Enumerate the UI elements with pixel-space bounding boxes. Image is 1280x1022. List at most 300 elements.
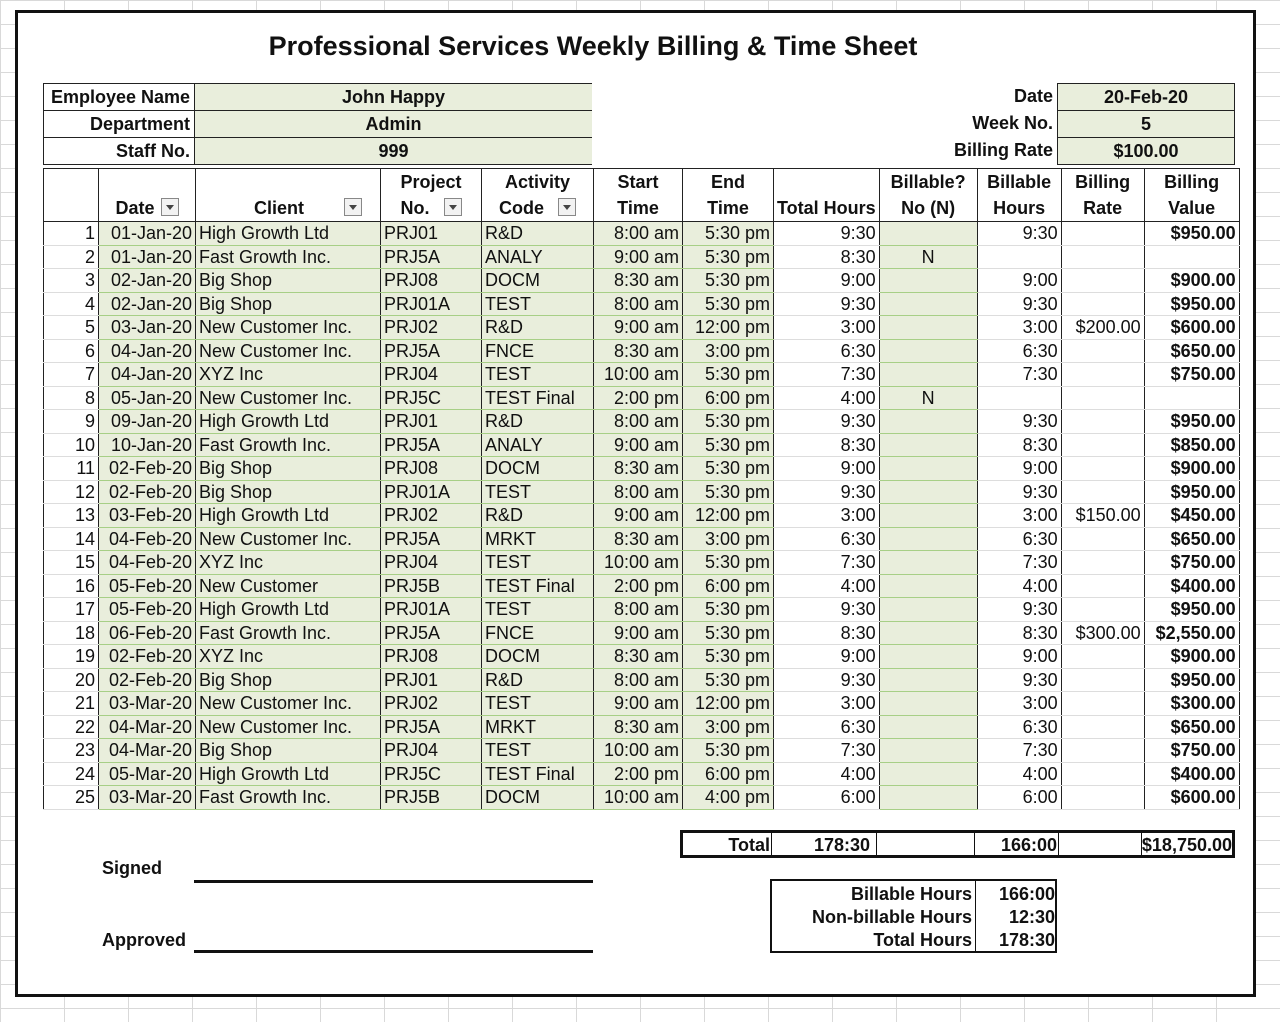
start-time-cell[interactable]: 9:00 am <box>594 316 683 340</box>
start-time-cell[interactable]: 9:00 am <box>594 433 683 457</box>
total-hours-cell[interactable]: 6:30 <box>774 527 880 551</box>
billing-rate-cell[interactable]: $300.00 <box>1061 621 1144 645</box>
start-time-cell[interactable]: 8:30 am <box>594 339 683 363</box>
end-time-cell[interactable]: 5:30 pm <box>683 410 774 434</box>
billing-value-cell[interactable] <box>1144 245 1239 269</box>
total-hours-cell[interactable]: 6:30 <box>774 715 880 739</box>
billable-hours-cell[interactable]: 9:00 <box>977 645 1061 669</box>
start-time-cell[interactable]: 8:00 am <box>594 292 683 316</box>
billable-hours-cell[interactable]: 9:30 <box>977 668 1061 692</box>
client-cell[interactable]: New Customer Inc. <box>196 692 381 716</box>
billing-rate-cell[interactable] <box>1061 457 1144 481</box>
date-cell[interactable]: 02-Feb-20 <box>99 645 196 669</box>
client-cell[interactable]: XYZ Inc <box>196 551 381 575</box>
activity-code-cell[interactable]: TEST <box>482 692 594 716</box>
start-time-cell[interactable]: 8:00 am <box>594 598 683 622</box>
activity-code-cell[interactable]: ANALY <box>482 433 594 457</box>
billing-rate-cell[interactable]: $150.00 <box>1061 504 1144 528</box>
project-no-cell[interactable]: PRJ01 <box>381 668 482 692</box>
client-cell[interactable]: New Customer <box>196 574 381 598</box>
date-cell[interactable]: 03-Mar-20 <box>99 786 196 810</box>
billing-rate-cell[interactable] <box>1061 363 1144 387</box>
billable-flag-cell[interactable] <box>879 668 977 692</box>
end-time-cell[interactable]: 5:30 pm <box>683 245 774 269</box>
total-hours-cell[interactable]: 8:30 <box>774 621 880 645</box>
billable-flag-cell[interactable] <box>879 762 977 786</box>
project-no-cell[interactable]: PRJ08 <box>381 645 482 669</box>
end-time-cell[interactable]: 6:00 pm <box>683 762 774 786</box>
billable-hours-cell[interactable]: 9:30 <box>977 292 1061 316</box>
billable-flag-cell[interactable] <box>879 433 977 457</box>
billing-value-cell[interactable]: $950.00 <box>1144 480 1239 504</box>
billing-value-cell[interactable]: $950.00 <box>1144 410 1239 434</box>
billing-value-cell[interactable]: $950.00 <box>1144 668 1239 692</box>
billable-hours-cell[interactable]: 9:00 <box>977 269 1061 293</box>
row-number-cell: 21 <box>44 692 99 716</box>
billable-flag-cell[interactable] <box>879 480 977 504</box>
end-time-cell[interactable]: 5:30 pm <box>683 222 774 246</box>
total-hours-cell[interactable]: 3:00 <box>774 316 880 340</box>
table-row <box>44 762 1240 786</box>
client-cell[interactable]: New Customer Inc. <box>196 715 381 739</box>
date-cell[interactable]: 01-Jan-20 <box>99 245 196 269</box>
start-time-cell[interactable]: 8:30 am <box>594 269 683 293</box>
client-cell[interactable]: Big Shop <box>196 457 381 481</box>
project-no-cell[interactable]: PRJ01A <box>381 480 482 504</box>
billing-value-cell[interactable]: $300.00 <box>1144 692 1239 716</box>
total-hours-cell[interactable]: 9:30 <box>774 480 880 504</box>
date-cell[interactable]: 05-Feb-20 <box>99 598 196 622</box>
end-time-cell[interactable]: 5:30 pm <box>683 739 774 763</box>
activity-code-cell[interactable]: DOCM <box>482 645 594 669</box>
total-hours-cell[interactable]: 7:30 <box>774 739 880 763</box>
start-time-cell[interactable]: 8:30 am <box>594 457 683 481</box>
client-cell[interactable]: Fast Growth Inc. <box>196 433 381 457</box>
date-cell[interactable]: 09-Jan-20 <box>99 410 196 434</box>
activity-code-cell[interactable]: FNCE <box>482 621 594 645</box>
billing-rate-cell[interactable] <box>1061 480 1144 504</box>
project-no-cell[interactable]: PRJ5C <box>381 762 482 786</box>
end-time-cell[interactable]: 5:30 pm <box>683 363 774 387</box>
total-hours-cell[interactable]: 9:00 <box>774 269 880 293</box>
activity-code-cell[interactable]: TEST <box>482 292 594 316</box>
project-no-cell[interactable]: PRJ08 <box>381 269 482 293</box>
billing-rate-cell[interactable] <box>1061 692 1144 716</box>
billable-flag-cell[interactable] <box>879 363 977 387</box>
client-cell[interactable]: XYZ Inc <box>196 645 381 669</box>
total-hours-cell[interactable]: 9:30 <box>774 222 880 246</box>
client-cell[interactable]: Big Shop <box>196 739 381 763</box>
client-cell[interactable]: New Customer Inc. <box>196 527 381 551</box>
billing-value-cell[interactable]: $750.00 <box>1144 363 1239 387</box>
end-time-cell[interactable]: 3:00 pm <box>683 715 774 739</box>
client-cell[interactable]: New Customer Inc. <box>196 339 381 363</box>
activity-code-cell[interactable]: TEST Final <box>482 574 594 598</box>
project-no-cell[interactable]: PRJ5B <box>381 786 482 810</box>
project-no-cell[interactable]: PRJ01A <box>381 598 482 622</box>
summary-nonbillable-label: Non-billable Hours <box>811 907 972 927</box>
start-time-cell[interactable]: 9:00 am <box>594 621 683 645</box>
billing-rate-cell[interactable] <box>1061 668 1144 692</box>
billing-value-cell[interactable]: $950.00 <box>1144 292 1239 316</box>
billing-value-cell[interactable]: $750.00 <box>1144 551 1239 575</box>
client-cell[interactable]: XYZ Inc <box>196 363 381 387</box>
end-time-cell[interactable]: 5:30 pm <box>683 269 774 293</box>
billing-rate-field[interactable]: $100.00 <box>1057 137 1235 165</box>
billing-rate-cell[interactable] <box>1061 574 1144 598</box>
date-cell[interactable]: 04-Jan-20 <box>99 363 196 387</box>
billing-value-cell[interactable]: $400.00 <box>1144 762 1239 786</box>
client-cell[interactable]: Big Shop <box>196 269 381 293</box>
billing-rate-cell[interactable] <box>1061 245 1144 269</box>
project-no-cell[interactable]: PRJ04 <box>381 739 482 763</box>
billable-flag-cell[interactable] <box>879 739 977 763</box>
billing-value-cell[interactable]: $650.00 <box>1144 339 1239 363</box>
project-no-cell[interactable]: PRJ5A <box>381 715 482 739</box>
billing-value-cell[interactable]: $650.00 <box>1144 527 1239 551</box>
total-hours-cell[interactable]: 8:30 <box>774 433 880 457</box>
approved-line[interactable] <box>194 950 593 953</box>
billable-flag-cell[interactable] <box>879 527 977 551</box>
activity-code-cell[interactable]: TEST <box>482 551 594 575</box>
billing-rate-cell[interactable] <box>1061 551 1144 575</box>
project-no-cell[interactable]: PRJ5A <box>381 527 482 551</box>
total-hours-cell[interactable]: 7:30 <box>774 551 880 575</box>
billable-flag-cell[interactable]: N <box>879 245 977 269</box>
billing-rate-cell[interactable] <box>1061 222 1144 246</box>
date-cell[interactable]: 02-Feb-20 <box>99 668 196 692</box>
activity-code-cell[interactable]: R&D <box>482 504 594 528</box>
total-hours-cell[interactable]: 7:30 <box>774 363 880 387</box>
project-no-cell[interactable]: PRJ02 <box>381 316 482 340</box>
billable-hours-cell[interactable] <box>977 245 1061 269</box>
billing-value-cell[interactable]: $650.00 <box>1144 715 1239 739</box>
client-cell[interactable]: Fast Growth Inc. <box>196 621 381 645</box>
start-time-cell[interactable]: 9:00 am <box>594 504 683 528</box>
billing-rate-cell[interactable]: $200.00 <box>1061 316 1144 340</box>
billable-hours-cell[interactable]: 9:00 <box>977 457 1061 481</box>
billable-flag-cell[interactable] <box>879 316 977 340</box>
client-cell[interactable]: High Growth Ltd <box>196 504 381 528</box>
filter-dropdown-icon[interactable] <box>344 198 362 216</box>
start-time-cell[interactable]: 9:00 am <box>594 245 683 269</box>
billable-flag-cell[interactable]: N <box>879 386 977 410</box>
end-time-cell[interactable]: 5:30 pm <box>683 292 774 316</box>
client-cell[interactable]: New Customer Inc. <box>196 386 381 410</box>
billable-hours-cell[interactable]: 6:30 <box>977 527 1061 551</box>
activity-code-cell[interactable]: TEST <box>482 363 594 387</box>
billable-hours-cell[interactable]: 3:00 <box>977 504 1061 528</box>
billable-hours-cell[interactable]: 9:30 <box>977 410 1061 434</box>
billing-value-cell[interactable]: $400.00 <box>1144 574 1239 598</box>
row-number-cell: 25 <box>44 786 99 810</box>
project-no-cell[interactable]: PRJ5C <box>381 386 482 410</box>
start-time-cell[interactable]: 10:00 am <box>594 786 683 810</box>
activity-code-cell[interactable]: TEST <box>482 739 594 763</box>
billable-flag-cell[interactable] <box>879 222 977 246</box>
project-no-cell[interactable]: PRJ5A <box>381 339 482 363</box>
total-hours-cell[interactable]: 3:00 <box>774 504 880 528</box>
client-cell[interactable]: High Growth Ltd <box>196 222 381 246</box>
total-hours-cell[interactable]: 3:00 <box>774 692 880 716</box>
project-no-cell[interactable]: PRJ01 <box>381 222 482 246</box>
client-cell[interactable]: Fast Growth Inc. <box>196 786 381 810</box>
start-time-header: Start Time <box>594 169 683 222</box>
billable-flag-cell[interactable] <box>879 292 977 316</box>
project-no-cell[interactable]: PRJ08 <box>381 457 482 481</box>
activity-code-cell[interactable]: DOCM <box>482 457 594 481</box>
end-time-cell[interactable]: 5:30 pm <box>683 551 774 575</box>
start-time-cell[interactable]: 2:00 pm <box>594 762 683 786</box>
project-no-cell[interactable]: PRJ5A <box>381 621 482 645</box>
billable-hours-cell[interactable]: 6:30 <box>977 715 1061 739</box>
billable-flag-cell[interactable] <box>879 574 977 598</box>
start-time-cell[interactable]: 10:00 am <box>594 739 683 763</box>
end-time-cell[interactable]: 6:00 pm <box>683 386 774 410</box>
total-hours-cell[interactable]: 9:30 <box>774 410 880 434</box>
end-time-cell[interactable]: 5:30 pm <box>683 621 774 645</box>
signed-line[interactable] <box>194 880 593 883</box>
end-time-cell[interactable]: 5:30 pm <box>683 457 774 481</box>
end-time-cell[interactable]: 5:30 pm <box>683 645 774 669</box>
billable-hours-cell[interactable]: 3:00 <box>977 316 1061 340</box>
project-no-cell[interactable]: PRJ5A <box>381 245 482 269</box>
project-no-cell[interactable]: PRJ01A <box>381 292 482 316</box>
row-number-cell: 20 <box>44 668 99 692</box>
end-time-cell[interactable]: 5:30 pm <box>683 668 774 692</box>
start-time-cell[interactable]: 10:00 am <box>594 363 683 387</box>
filter-dropdown-icon[interactable] <box>444 198 462 216</box>
total-hours-cell[interactable]: 8:30 <box>774 245 880 269</box>
billable-flag-cell[interactable] <box>879 692 977 716</box>
date-cell[interactable]: 04-Feb-20 <box>99 551 196 575</box>
start-time-cell[interactable]: 2:00 pm <box>594 574 683 598</box>
billable-flag-cell[interactable] <box>879 504 977 528</box>
employee-name-field[interactable]: John Happy <box>194 83 593 111</box>
date-cell[interactable]: 04-Feb-20 <box>99 527 196 551</box>
billable-hours-cell[interactable]: 7:30 <box>977 739 1061 763</box>
activity-code-cell[interactable]: R&D <box>482 316 594 340</box>
billing-rate-cell[interactable] <box>1061 762 1144 786</box>
date-cell[interactable]: 03-Mar-20 <box>99 692 196 716</box>
billing-value-cell[interactable]: $600.00 <box>1144 786 1239 810</box>
project-no-cell[interactable]: PRJ04 <box>381 363 482 387</box>
total-hours-cell[interactable]: 9:00 <box>774 645 880 669</box>
billable-hours-cell[interactable]: 8:30 <box>977 621 1061 645</box>
client-cell[interactable]: Big Shop <box>196 292 381 316</box>
start-time-cell[interactable]: 8:00 am <box>594 222 683 246</box>
billing-rate-cell[interactable] <box>1061 598 1144 622</box>
end-time-cell[interactable]: 5:30 pm <box>683 480 774 504</box>
date-cell[interactable]: 02-Feb-20 <box>99 457 196 481</box>
end-time-cell[interactable]: 12:00 pm <box>683 504 774 528</box>
billable-hours-cell[interactable] <box>977 386 1061 410</box>
billing-rate-cell[interactable] <box>1061 786 1144 810</box>
total-hours-cell[interactable]: 9:00 <box>774 457 880 481</box>
billing-rate-cell[interactable] <box>1061 386 1144 410</box>
date-cell[interactable]: 04-Mar-20 <box>99 715 196 739</box>
end-time-cell[interactable]: 5:30 pm <box>683 598 774 622</box>
billable-hours-cell[interactable]: 4:00 <box>977 762 1061 786</box>
date-cell[interactable]: 05-Jan-20 <box>99 386 196 410</box>
billable-hours-cell[interactable]: 3:00 <box>977 692 1061 716</box>
billing-value-cell[interactable] <box>1144 386 1239 410</box>
date-cell[interactable]: 04-Jan-20 <box>99 339 196 363</box>
start-time-cell[interactable]: 8:00 am <box>594 668 683 692</box>
activity-code-cell[interactable]: R&D <box>482 410 594 434</box>
start-time-cell[interactable]: 10:00 am <box>594 551 683 575</box>
table-row <box>44 551 1240 575</box>
start-time-cell[interactable]: 8:00 am <box>594 480 683 504</box>
billing-value-cell[interactable]: $600.00 <box>1144 316 1239 340</box>
billable-hours-cell[interactable]: 4:00 <box>977 574 1061 598</box>
start-time-cell[interactable]: 9:00 am <box>594 692 683 716</box>
project-no-cell[interactable]: PRJ5A <box>381 433 482 457</box>
billable-flag-cell[interactable] <box>879 551 977 575</box>
activity-code-cell[interactable]: TEST <box>482 480 594 504</box>
billable-flag-cell[interactable] <box>879 410 977 434</box>
billing-rate-cell[interactable] <box>1061 739 1144 763</box>
project-no-cell[interactable]: PRJ04 <box>381 551 482 575</box>
billing-value-cell[interactable]: $900.00 <box>1144 645 1239 669</box>
activity-code-cell[interactable]: TEST <box>482 598 594 622</box>
billing-rate-cell[interactable] <box>1061 339 1144 363</box>
billable-flag-cell[interactable] <box>879 786 977 810</box>
week-no-field[interactable]: 5 <box>1057 110 1235 138</box>
billing-value-cell[interactable]: $950.00 <box>1144 222 1239 246</box>
client-cell[interactable]: Big Shop <box>196 480 381 504</box>
billable-hours-cell[interactable]: 7:30 <box>977 363 1061 387</box>
client-cell[interactable]: High Growth Ltd <box>196 762 381 786</box>
date-cell[interactable]: 05-Feb-20 <box>99 574 196 598</box>
department-field[interactable]: Admin <box>194 110 593 138</box>
billable-hours-cell[interactable]: 7:30 <box>977 551 1061 575</box>
billing-rate-label: Billing Rate <box>592 137 1058 165</box>
billable-hours-cell[interactable]: 6:00 <box>977 786 1061 810</box>
billing-value-cell[interactable]: $900.00 <box>1144 269 1239 293</box>
row-number-cell: 4 <box>44 292 99 316</box>
end-time-cell[interactable]: 6:00 pm <box>683 574 774 598</box>
billing-value-cell[interactable]: $900.00 <box>1144 457 1239 481</box>
activity-code-cell[interactable]: TEST Final <box>482 386 594 410</box>
total-hours-cell[interactable]: 9:30 <box>774 668 880 692</box>
billable-flag-cell[interactable] <box>879 339 977 363</box>
row-number-cell: 1 <box>44 222 99 246</box>
client-cell[interactable]: High Growth Ltd <box>196 410 381 434</box>
date-cell[interactable]: 01-Jan-20 <box>99 222 196 246</box>
date-cell[interactable]: 04-Mar-20 <box>99 739 196 763</box>
end-time-cell[interactable]: 5:30 pm <box>683 433 774 457</box>
table-row <box>44 574 1240 598</box>
activity-code-cell[interactable]: ANALY <box>482 245 594 269</box>
billable-hours-cell[interactable]: 9:30 <box>977 480 1061 504</box>
billable-flag-cell[interactable] <box>879 269 977 293</box>
billable-flag-cell[interactable] <box>879 645 977 669</box>
billing-rate-cell[interactable] <box>1061 292 1144 316</box>
date-cell[interactable]: 02-Jan-20 <box>99 292 196 316</box>
total-hours-cell[interactable]: 4:00 <box>774 386 880 410</box>
staff-no-field[interactable]: 999 <box>194 137 593 165</box>
billable-hours-cell[interactable]: 6:30 <box>977 339 1061 363</box>
end-time-cell[interactable]: 3:00 pm <box>683 339 774 363</box>
billable-flag-cell[interactable] <box>879 715 977 739</box>
sort-filter-icon[interactable] <box>161 198 179 216</box>
billing-rate-cell[interactable] <box>1061 269 1144 293</box>
total-hours-cell[interactable]: 9:30 <box>774 292 880 316</box>
activity-code-cell[interactable]: R&D <box>482 222 594 246</box>
start-time-cell[interactable]: 8:30 am <box>594 527 683 551</box>
billing-value-cell[interactable]: $850.00 <box>1144 433 1239 457</box>
total-hours-cell[interactable]: 6:30 <box>774 339 880 363</box>
total-hours-cell[interactable]: 9:30 <box>774 598 880 622</box>
billing-rate-cell[interactable] <box>1061 715 1144 739</box>
date-cell[interactable]: 06-Feb-20 <box>99 621 196 645</box>
billing-value-cell[interactable]: $950.00 <box>1144 598 1239 622</box>
activity-code-cell[interactable]: DOCM <box>482 786 594 810</box>
billable-flag-cell[interactable] <box>879 457 977 481</box>
date-cell[interactable]: 03-Feb-20 <box>99 504 196 528</box>
end-time-cell[interactable]: 3:00 pm <box>683 527 774 551</box>
total-hours-cell[interactable]: 4:00 <box>774 762 880 786</box>
billing-value-cell[interactable]: $450.00 <box>1144 504 1239 528</box>
billable-hours-cell[interactable]: 9:30 <box>977 222 1061 246</box>
filter-dropdown-icon[interactable] <box>558 198 576 216</box>
activity-code-cell[interactable]: R&D <box>482 668 594 692</box>
total-hours-cell[interactable]: 6:00 <box>774 786 880 810</box>
client-cell[interactable]: New Customer Inc. <box>196 316 381 340</box>
start-time-cell[interactable]: 8:00 am <box>594 410 683 434</box>
end-time-cell[interactable]: 4:00 pm <box>683 786 774 810</box>
start-time-cell[interactable]: 8:30 am <box>594 645 683 669</box>
summary-total-label: Total Hours <box>873 930 972 950</box>
date-cell[interactable]: 02-Jan-20 <box>99 269 196 293</box>
date-cell[interactable]: 10-Jan-20 <box>99 433 196 457</box>
start-time-cell[interactable]: 2:00 pm <box>594 386 683 410</box>
client-cell[interactable]: Big Shop <box>196 668 381 692</box>
activity-code-cell[interactable]: MRKT <box>482 527 594 551</box>
date-cell[interactable]: 05-Mar-20 <box>99 762 196 786</box>
billing-value-cell[interactable]: $750.00 <box>1144 739 1239 763</box>
project-no-cell[interactable]: PRJ02 <box>381 692 482 716</box>
billable-hours-cell[interactable]: 8:30 <box>977 433 1061 457</box>
billable-flag-cell[interactable] <box>879 598 977 622</box>
client-cell[interactable]: High Growth Ltd <box>196 598 381 622</box>
client-cell[interactable]: Fast Growth Inc. <box>196 245 381 269</box>
project-no-cell[interactable]: PRJ01 <box>381 410 482 434</box>
date-field[interactable]: 20-Feb-20 <box>1057 83 1235 111</box>
billing-value-cell[interactable]: $2,550.00 <box>1144 621 1239 645</box>
billing-rate-cell[interactable] <box>1061 645 1144 669</box>
billing-rate-cell[interactable] <box>1061 527 1144 551</box>
total-hours-cell[interactable]: 4:00 <box>774 574 880 598</box>
end-time-cell[interactable]: 12:00 pm <box>683 316 774 340</box>
activity-code-cell[interactable]: TEST Final <box>482 762 594 786</box>
activity-code-cell[interactable]: MRKT <box>482 715 594 739</box>
billable-flag-cell[interactable] <box>879 621 977 645</box>
activity-code-cell[interactable]: DOCM <box>482 269 594 293</box>
project-no-cell[interactable]: PRJ02 <box>381 504 482 528</box>
client-header: Client <box>196 169 381 222</box>
start-time-cell[interactable]: 8:30 am <box>594 715 683 739</box>
billing-rate-cell[interactable] <box>1061 410 1144 434</box>
activity-code-cell[interactable]: FNCE <box>482 339 594 363</box>
project-no-cell[interactable]: PRJ5B <box>381 574 482 598</box>
date-cell[interactable]: 02-Feb-20 <box>99 480 196 504</box>
date-cell[interactable]: 03-Jan-20 <box>99 316 196 340</box>
end-time-cell[interactable]: 12:00 pm <box>683 692 774 716</box>
billing-rate-cell[interactable] <box>1061 433 1144 457</box>
billable-hours-cell[interactable]: 9:30 <box>977 598 1061 622</box>
